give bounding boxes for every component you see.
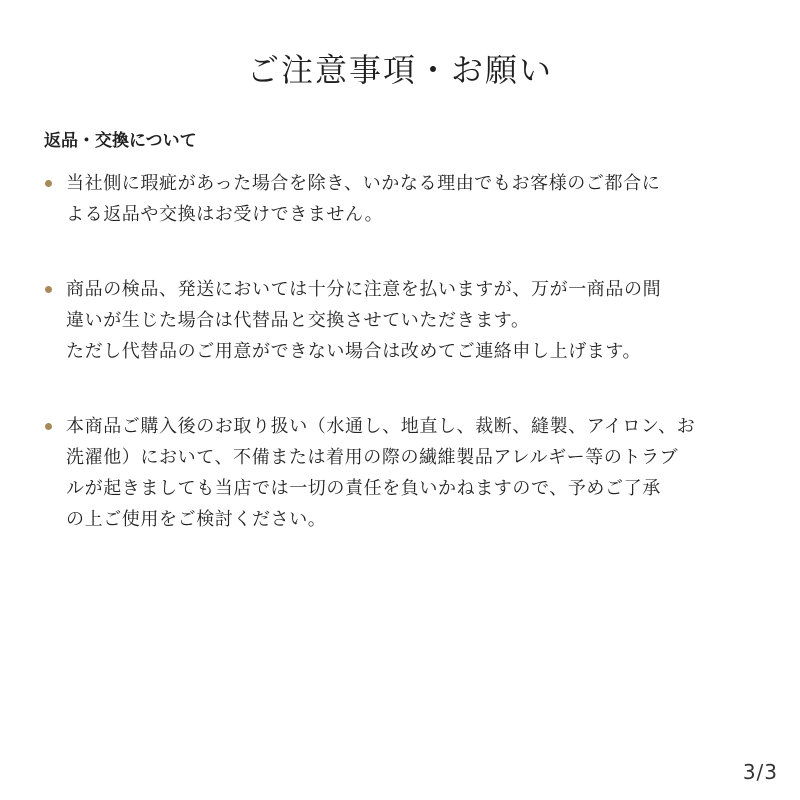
notice-text-line: よる返品や交換はお受けできません。 — [66, 204, 384, 225]
notice-item — [44, 411, 764, 535]
notice-text-line: 商品の検品、発送においては十分に注意を払いますが、万が一商品の間 — [66, 279, 662, 300]
notice-item — [44, 168, 764, 230]
bullet-dot-icon — [45, 180, 52, 187]
notice-text-line: 違いが生じた場合は代替品と交換させていただきます。 — [66, 310, 530, 331]
page-title: ご注意事項・お願い — [246, 51, 553, 89]
bullet-dot-icon — [45, 286, 52, 293]
bullet-dot-icon — [45, 423, 52, 430]
notice-text-line: 洗濯他）において、不備または着用の際の繊維製品アレルギー等のトラブ — [66, 447, 679, 468]
section-title: 返品・交換について — [44, 131, 197, 151]
notice-text-line: の上ご使用をご検討ください。 — [66, 509, 327, 530]
notice-text-line: 本商品ご購入後のお取り扱い（水通し、地直し、裁断、縫製、アイロン、お — [66, 416, 696, 437]
page-number: 3/3 — [742, 760, 778, 784]
notice-text-line: 当社側に瑕疵があった場合を除き、いかなる理由でもお客様のご都合に — [66, 173, 661, 194]
notice-list — [44, 168, 764, 579]
notice-text-line: ただし代替品のご用意ができない場合は改めてご連絡申し上げます。 — [66, 341, 642, 362]
notice-text-line: ルが起きましても当店では一切の責任を負いかねますので、予めご了承 — [66, 478, 661, 499]
notice-item — [44, 274, 764, 367]
